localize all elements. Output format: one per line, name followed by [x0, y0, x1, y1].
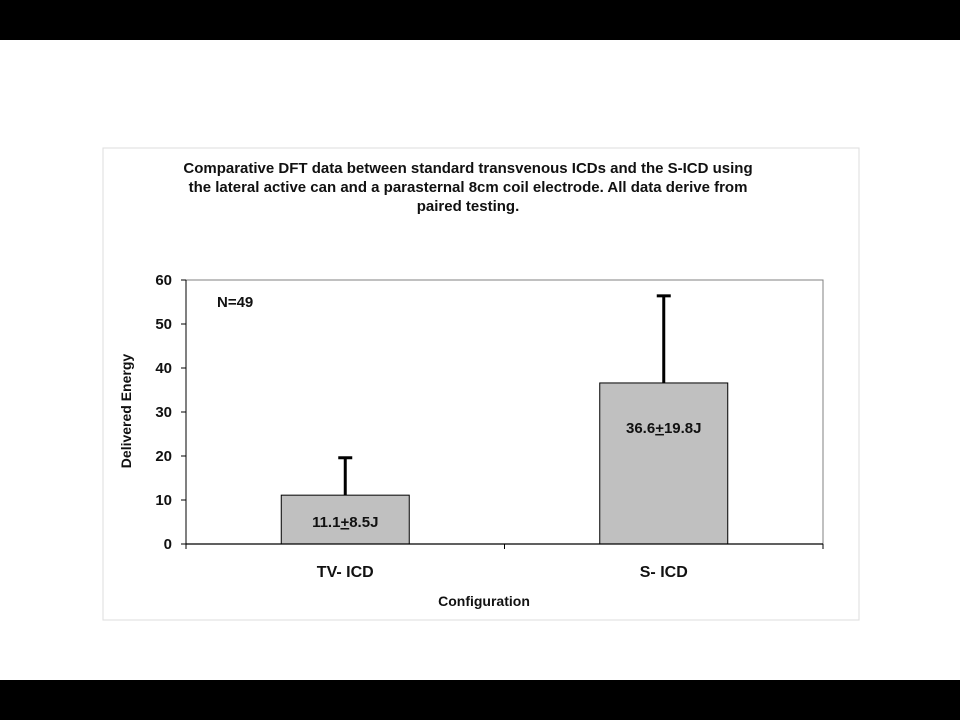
- bar-2: [600, 383, 728, 544]
- y-tick-label-0: 0: [163, 536, 172, 553]
- y-tick-label-50: 50: [155, 316, 172, 333]
- chart: [0, 40, 960, 680]
- sample-size-annotation: N=49: [217, 294, 254, 311]
- y-tick-label-30: 30: [155, 404, 172, 421]
- slide: [0, 40, 960, 680]
- y-tick-label-40: 40: [155, 360, 172, 377]
- chart-title-line-1: Comparative DFT data between standard transvenous ICDs and the S-ICD using: [183, 160, 753, 177]
- y-axis-title: Delivered Energy: [118, 353, 134, 469]
- chart-title-line-2: the lateral active can and a parasternal 8cm coil electrode. All data derive from: [188, 179, 748, 196]
- data-label-1: 11.1+8.5J: [312, 514, 379, 531]
- chart-title-line-3: paired testing.: [416, 198, 520, 215]
- y-tick-label-60: 60: [155, 272, 172, 289]
- y-tick-label-10: 10: [155, 492, 172, 509]
- category-label-1: TV- ICD: [316, 564, 374, 581]
- data-label-2: 36.6+19.8J: [625, 419, 702, 437]
- y-tick-label-20: 20: [155, 448, 172, 465]
- x-axis-title: Configuration: [438, 593, 530, 609]
- category-label-2: S- ICD: [639, 564, 688, 581]
